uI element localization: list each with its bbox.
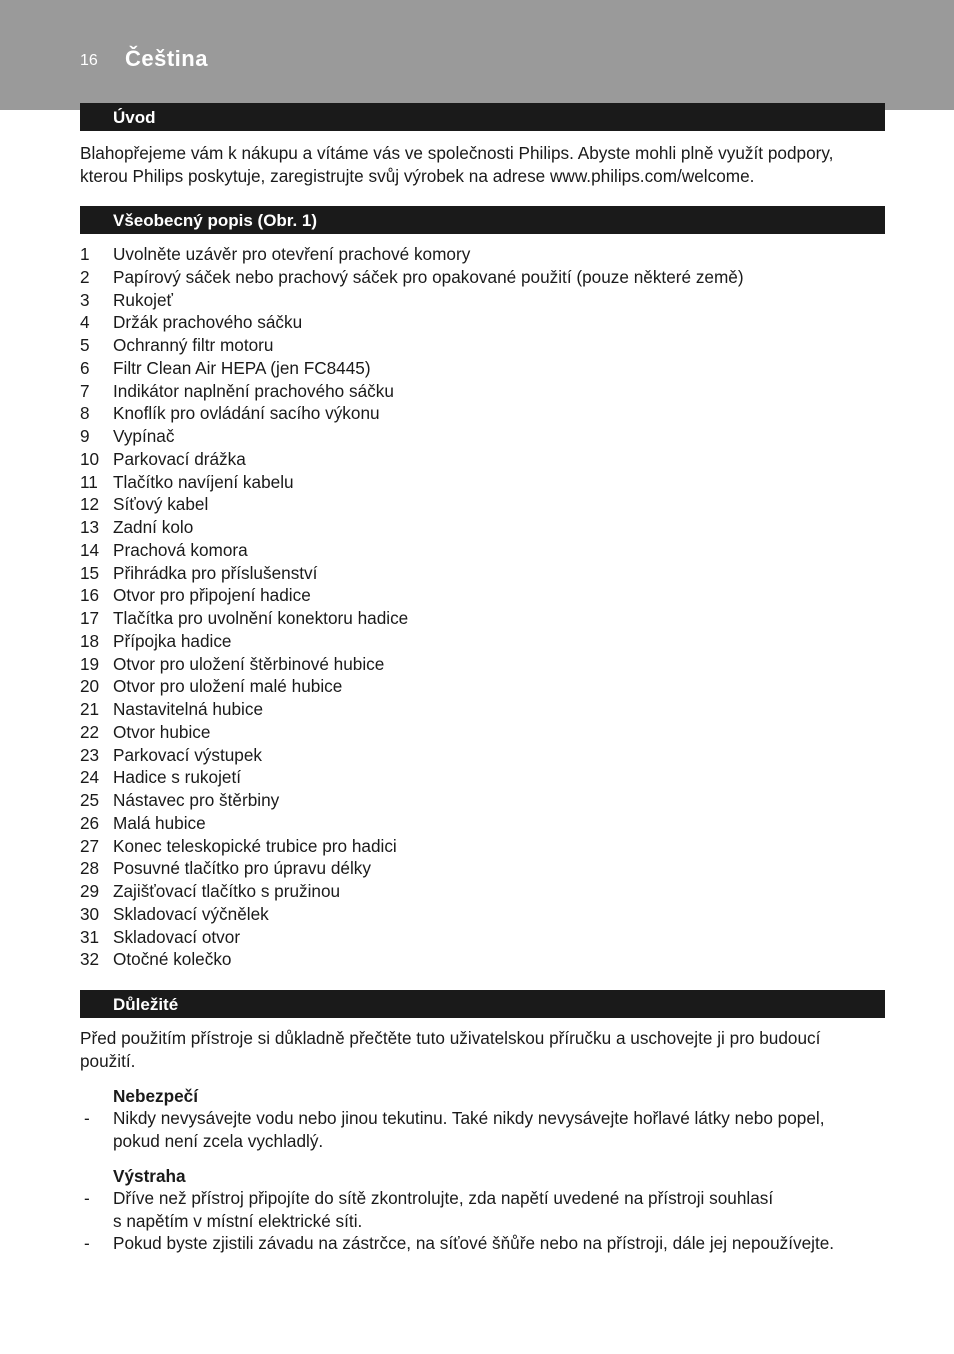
list-item-text: Otvor pro připojení hadice bbox=[113, 585, 311, 606]
important-intro-line: použití. bbox=[80, 1050, 136, 1071]
list-item-number: 13 bbox=[80, 517, 100, 537]
list-item bbox=[80, 493, 880, 516]
list-item-number: 2 bbox=[80, 266, 90, 287]
list-item bbox=[80, 721, 880, 744]
list-item-text: Tlačítka pro uvolnění konektoru hadice bbox=[113, 608, 409, 628]
list-item-number: 18 bbox=[80, 630, 100, 651]
list-item-number: 25 bbox=[80, 790, 100, 810]
bullet-dash: - bbox=[84, 1188, 90, 1208]
warning-bullet-1 bbox=[80, 1187, 880, 1232]
list-item-number: 19 bbox=[80, 653, 100, 674]
intro-line: Blahopřejeme vám k nákupu a vítáme vás ve společnosti Philips. Abyste mohli plně využít podpory, bbox=[80, 143, 834, 163]
list-item-text: Parkovací výstupek bbox=[113, 744, 263, 765]
list-item-number: 14 bbox=[80, 539, 100, 560]
list-item-text: Přípojka hadice bbox=[113, 630, 232, 651]
list-item-text: Zadní kolo bbox=[113, 517, 194, 537]
list-item-number: 6 bbox=[80, 357, 90, 378]
list-item bbox=[80, 311, 880, 334]
list-item-text: Skladovací otvor bbox=[113, 926, 241, 947]
parts-list bbox=[80, 243, 880, 971]
list-item-text: Nástavec pro štěrbiny bbox=[113, 790, 280, 810]
list-item-text: Papírový sáček nebo prachový sáček pro opakované použití (pouze některé země) bbox=[113, 266, 744, 287]
list-item-number: 28 bbox=[80, 858, 100, 879]
list-item bbox=[80, 402, 880, 425]
list-item-number: 16 bbox=[80, 585, 100, 606]
list-item bbox=[80, 357, 880, 380]
list-item bbox=[80, 584, 880, 607]
danger-line: pokud není zcela vychladlý. bbox=[113, 1130, 324, 1151]
list-item-number: 24 bbox=[80, 767, 100, 788]
list-item bbox=[80, 471, 880, 494]
list-item bbox=[80, 744, 880, 767]
list-item bbox=[80, 653, 880, 676]
list-item bbox=[80, 789, 880, 812]
list-item-number: 20 bbox=[80, 676, 100, 697]
list-item-text: Držák prachového sáčku bbox=[113, 312, 303, 333]
danger-heading: Nebezpečí bbox=[113, 1086, 199, 1106]
list-item-number: 4 bbox=[80, 312, 90, 333]
list-item-text: Otočné kolečko bbox=[113, 949, 232, 970]
list-item-text: Otvor pro uložení štěrbinové hubice bbox=[113, 653, 385, 674]
list-item-text: Knoflík pro ovládání sacího výkonu bbox=[113, 403, 380, 424]
warning-line: s napětím v místní elektrické síti. bbox=[113, 1210, 363, 1231]
list-item-number: 30 bbox=[80, 903, 100, 924]
list-item bbox=[80, 903, 880, 926]
list-item-number: 27 bbox=[80, 835, 100, 856]
list-item-text: Skladovací výčnělek bbox=[113, 903, 269, 924]
list-item-number: 8 bbox=[80, 403, 90, 424]
list-item bbox=[80, 630, 880, 653]
list-item bbox=[80, 948, 880, 971]
warning-line: Pokud byste zjistili závadu na zástrčce, na síťové šňůře nebo na přístroji, dále jej nepoužívejte. bbox=[113, 1233, 835, 1253]
list-item-number: 3 bbox=[80, 289, 90, 310]
list-item-number: 5 bbox=[80, 335, 90, 355]
important-intro-paragraph bbox=[80, 1027, 880, 1072]
list-item-text: Uvolněte uzávěr pro otevření prachové komory bbox=[113, 244, 471, 264]
list-item-text: Posuvné tlačítko pro úpravu délky bbox=[113, 858, 371, 879]
list-item-text: Tlačítko navíjení kabelu bbox=[113, 471, 294, 492]
section-heading-general-description: Všeobecný popis (Obr. 1) bbox=[80, 206, 885, 234]
important-intro-line: Před použitím přístroje si důkladně přečtěte tuto uživatelskou příručku a uschovejte ji pro budoucí bbox=[80, 1028, 821, 1048]
list-item-number: 29 bbox=[80, 881, 100, 901]
list-item bbox=[80, 425, 880, 448]
list-item-text: Přihrádka pro příslušenství bbox=[113, 562, 318, 583]
warning-bullet-2 bbox=[80, 1232, 880, 1255]
list-item bbox=[80, 562, 880, 585]
section-heading-important: Důležité bbox=[80, 990, 885, 1018]
list-item-text: Parkovací drážka bbox=[113, 448, 246, 469]
list-item bbox=[80, 539, 880, 562]
list-item bbox=[80, 812, 880, 835]
list-item bbox=[80, 835, 880, 858]
list-item bbox=[80, 698, 880, 721]
list-item bbox=[80, 857, 880, 880]
list-item-text: Prachová komora bbox=[113, 539, 248, 560]
list-item-text: Vypínač bbox=[113, 426, 175, 446]
warning-line: Dříve než přístroj připojíte do sítě zkontrolujte, zda napětí uvedené na přístroji souhlasí bbox=[113, 1188, 774, 1208]
list-item bbox=[80, 516, 880, 539]
list-item-number: 26 bbox=[80, 812, 100, 833]
list-item-text: Malá hubice bbox=[113, 812, 206, 833]
list-item-text: Nastavitelná hubice bbox=[113, 699, 264, 719]
bullet-dash: - bbox=[84, 1108, 90, 1128]
list-item-number: 21 bbox=[80, 699, 100, 719]
list-item-number: 12 bbox=[80, 494, 100, 515]
list-item-number: 1 bbox=[80, 244, 90, 264]
list-item-text: Otvor pro uložení malé hubice bbox=[113, 676, 343, 697]
list-item-text: Rukojeť bbox=[113, 289, 173, 310]
list-item-number: 23 bbox=[80, 744, 100, 765]
list-item bbox=[80, 766, 880, 789]
list-item-number: 9 bbox=[80, 426, 90, 446]
list-item bbox=[80, 926, 880, 949]
list-item bbox=[80, 448, 880, 471]
list-item-number: 7 bbox=[80, 380, 90, 401]
danger-line: Nikdy nevysávejte vodu nebo jinou tekutinu. Také nikdy nevysávejte hořlavé látky nebo popel, bbox=[113, 1108, 825, 1128]
list-item-number: 10 bbox=[80, 448, 100, 469]
list-item-number: 31 bbox=[80, 926, 100, 947]
list-item-text: Indikátor naplnění prachového sáčku bbox=[113, 380, 394, 401]
list-item-text: Zajišťovací tlačítko s pružinou bbox=[113, 881, 341, 901]
bullet-dash: - bbox=[84, 1233, 90, 1253]
list-item bbox=[80, 289, 880, 312]
list-item-number: 22 bbox=[80, 721, 100, 742]
list-item-text: Ochranný filtr motoru bbox=[113, 335, 274, 355]
list-item bbox=[80, 880, 880, 903]
list-item bbox=[80, 334, 880, 357]
language-title: Čeština bbox=[125, 46, 208, 71]
list-item-text: Filtr Clean Air HEPA (jen FC8445) bbox=[113, 357, 371, 378]
section-heading-intro: Úvod bbox=[80, 103, 885, 131]
list-item-number: 11 bbox=[80, 471, 98, 492]
list-item bbox=[80, 266, 880, 289]
danger-bullet bbox=[80, 1107, 880, 1152]
warning-heading: Výstraha bbox=[113, 1166, 186, 1186]
list-item-number: 32 bbox=[80, 949, 100, 970]
list-item-text: Otvor hubice bbox=[113, 721, 211, 742]
list-item bbox=[80, 675, 880, 698]
page-number: 16 bbox=[80, 52, 98, 69]
list-item bbox=[80, 243, 880, 266]
intro-line: kterou Philips poskytuje, zaregistrujte svůj výrobek na adrese www.philips.com/welcome. bbox=[80, 165, 755, 186]
list-item-number: 17 bbox=[80, 608, 100, 628]
list-item bbox=[80, 380, 880, 403]
list-item-text: Konec teleskopické trubice pro hadici bbox=[113, 835, 397, 856]
list-item-number: 15 bbox=[80, 562, 100, 583]
intro-paragraph bbox=[80, 142, 880, 187]
page-header-band bbox=[0, 0, 954, 110]
list-item bbox=[80, 607, 880, 630]
list-item-text: Hadice s rukojetí bbox=[113, 767, 242, 788]
list-item-text: Síťový kabel bbox=[113, 494, 209, 515]
